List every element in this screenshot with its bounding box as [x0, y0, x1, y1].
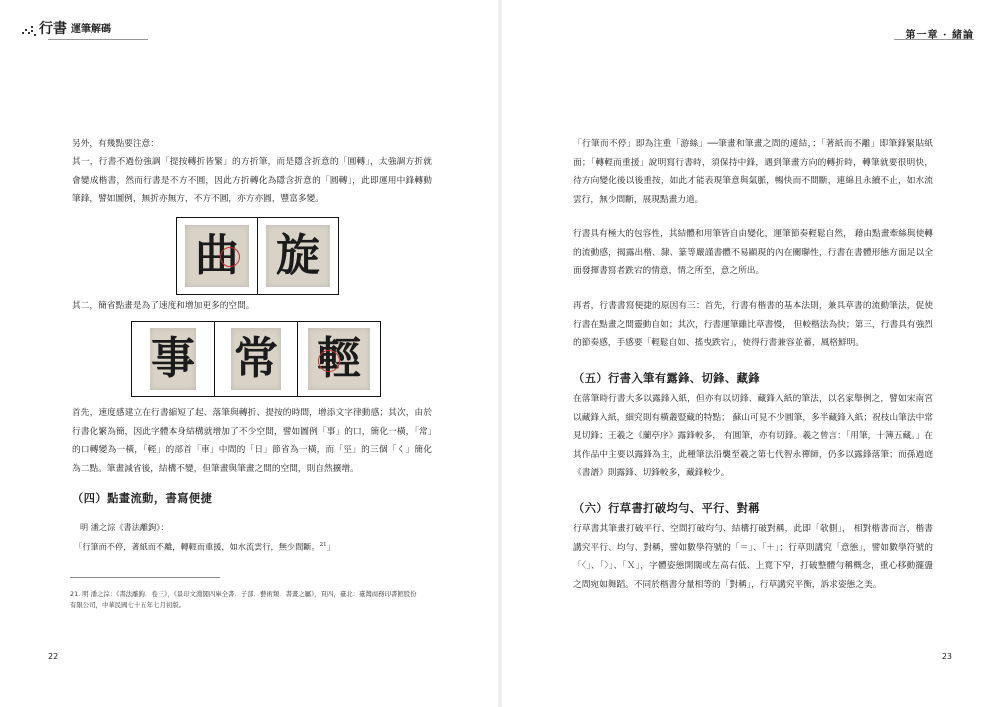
paragraph-simplification: 首先，速度感建立在行書縮短了起、落筆與轉折、提按的時間，增添文字律動感；其次，由於行書化繁為簡，因此字體本身結構就增加了不少空間，譬如圖例「事」的口，簡化一橫，「常」的口轉變為一橫，「輕」的部首「車」中間的「日」節省為一橫，而「巠」的三個「く」簡化為二點。筆畫減省後，結構不變，但筆畫與筆畫之間的空間，則自然擴增。	[72, 408, 432, 474]
paragraph-inclusiveness: 行書具有極大的包容性，其結體和用筆皆自由變化，運筆節奏輕鬆自然， 藉由點畫牽絲與使轉的流動感，揭露出楷、隸、篆等嚴謹書體不易顯現的內在關聯性，行書在書體形態方面足以全面發揮書寫者跌宕的情意，情之所至，意之所出。	[573, 229, 933, 276]
paragraph-note-intro: 另外，有幾點要注意：	[72, 139, 159, 149]
example-image	[131, 321, 215, 397]
quote-body: 「行筆而不停，著紙而不離，轉輕而重援，如水流雲行，無少間斷。	[74, 541, 320, 552]
series-title: 運筆解碼	[71, 24, 111, 35]
calligraphy-sample	[266, 225, 330, 287]
page-number-left: 22	[48, 652, 59, 661]
calligraphy-glyph: 旋	[276, 230, 320, 281]
right-page	[500, 0, 1000, 707]
quote-close: 」	[326, 541, 335, 552]
paragraph-point-one: 其一，行書不過份強調「提按轉折皆緊」的方折筆，而是隱含折意的「圓轉」，太強調方折就會變成楷書，然而行書是不方不圓，因此方折轉化為隱含折意的「圓轉」，此即運用中鋒轉動筆鋒，譬如圖例，無折亦無方，不方不圓，亦方亦圓，豐富多變。	[72, 157, 432, 204]
example-images-round-turn	[176, 217, 339, 295]
highlight-circle-icon	[220, 247, 240, 267]
calligraphy-sample	[231, 328, 281, 390]
section-title-6: （六）行草書打破均勻、平行、對稱	[573, 501, 761, 515]
calligraphy-glyph: 輕	[317, 333, 361, 384]
logo-dots-icon	[22, 26, 36, 36]
quote-source: 明 潘之淙《書法離鉤》：	[80, 522, 169, 532]
logo-text: 行書	[39, 21, 67, 37]
header-rule	[894, 39, 974, 40]
footnote-marker[interactable]: 21	[319, 542, 327, 548]
paragraph-convenience: 再者，行書書寫便捷的原因有三：首先，行書有楷書的基本法則，兼具草書的流動筆法，促使行書在點畫之間靈動自如；其次，行書運筆雖比草書慢， 但較楷法為快；第三，行書具有強烈的節奏感，手感要「輕鬆自如、搖曳跌宕」，使得行書兼容並蓄，風格鮮明。	[573, 301, 933, 348]
calligraphy-sample	[150, 328, 196, 390]
section-title-5: （五）行書入筆有露鋒、切鋒、藏鋒	[573, 371, 761, 385]
paragraph-brush-entry: 在落筆時行書大多以露鋒入紙，但亦有以切鋒、藏鋒入紙的筆法，以名家舉例之，譬如宋南宮以藏鋒入紙，細究則有橫叢豎藏的特點； 蘇山可見不少圓筆，多半藏鋒入紙；祝枝山筆法中常見切鋒；王羲之《蘭亭序》露鋒較多， 有圓筆，亦有切鋒。羲之曾言：「用筆，十簿五藏。」在其作品中主要以露鋒為主，此種筆法沿襲至羲之第七代智永禪師，仍多以露鋒落筆；而孫過庭《書譜》則露鋒、切鋒較多，藏鋒較少。	[573, 394, 933, 478]
quote-text	[74, 536, 414, 556]
calligraphy-sample	[185, 225, 249, 287]
calligraphy-glyph: 常	[234, 333, 278, 384]
paragraph-asymmetry: 行草書其筆畫打破平行、空間打破均勻、結構打破對稱，此即「欹側」， 相對楷書而言，楷書講究平行、均勻、對稱，譬如數學符號的「＝」、「＋」；行草則講究「意態」，譬如數學符號的「〈」、「〉」、「Ｘ」，字體姿態開闊或左高右低、上寬下窄，打破整體勻稱概念，重心移動擺盪之間宛如舞蹈。不同於楷書分量相等的「對稱」，行草講究平衡，訴求姿態之美。	[573, 524, 933, 590]
example-images-simplified	[131, 321, 381, 397]
calligraphy-glyph: 曲	[195, 230, 239, 281]
footnote-rule	[70, 577, 220, 578]
running-header-left	[22, 22, 111, 36]
calligraphy-sample	[308, 328, 370, 390]
chapter-header: 第一章 · 緒論	[905, 30, 974, 41]
paragraph-point-two: 其二，簡省點畫是為了速度和增加更多的空間。	[72, 301, 255, 311]
example-image	[298, 321, 381, 397]
highlight-circle-icon	[318, 350, 340, 372]
header-rule	[48, 39, 148, 40]
paragraph-quote-explanation: 「行筆而不停」即為注重「游絲」──筆畫和筆畫之間的連結，；「著紙而不離」即筆鋒緊貼紙面；「轉輕而重援」說明寫行書時，須保持中鋒，遇到筆畫方向的轉折時，轉筆就要很明快，待方向變化後以後重按，如此才能表現筆意與氣脈，暢快而不間斷，連綿且永續不止，如水流雲行，無少間斷，展現點畫力道。	[573, 139, 933, 205]
calligraphy-glyph: 事	[151, 333, 195, 384]
example-image	[215, 321, 298, 397]
page-number-right: 23	[941, 652, 952, 661]
example-image	[176, 217, 258, 295]
section-title-4: （四）點畫流動，書寫便捷	[72, 491, 213, 505]
example-image	[258, 217, 339, 295]
footnote: 21. 明 潘之淙：《書法離鉤．卷三》，《景印文淵閣四庫全書．子部．藝術類．書畫之屬》，頁四，臺北：臺灣商務印書館股份有限公司，中華民國七十五年七月初版。	[70, 590, 417, 609]
